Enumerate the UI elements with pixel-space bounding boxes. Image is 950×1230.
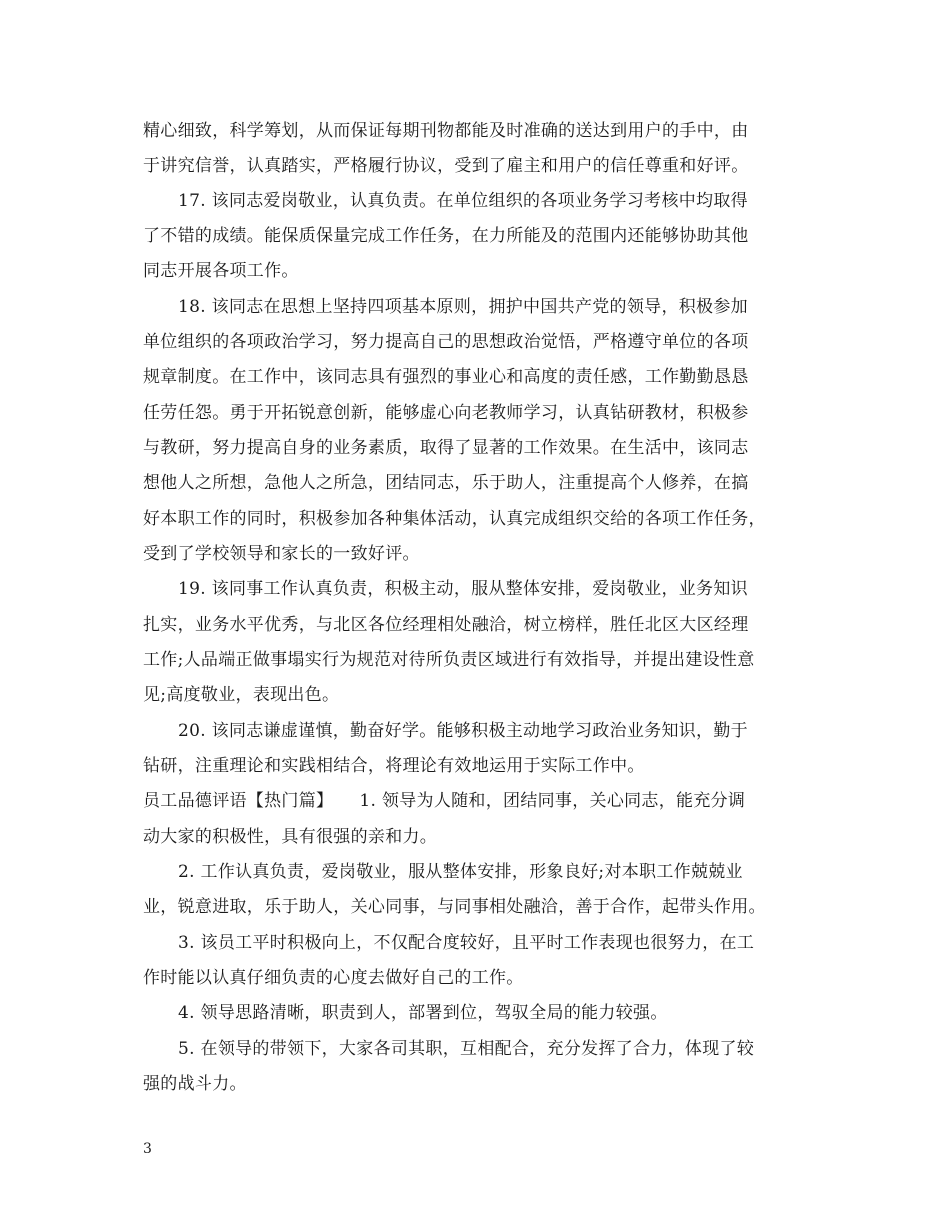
text-line: 好本职工作的同时，积极参加各种集体活动，认真完成组织交给的各项工作任务，	[143, 509, 766, 529]
paragraph-18-start: 18. 该同志在思想上坚持四项基本原则，拥护中国共产党的领导，积极参加	[178, 297, 748, 317]
text-line: 于讲究信誉，认真踏实，严格履行协议，受到了雇主和用户的信任尊重和好评。	[143, 156, 749, 176]
section-heading-line: 员工品德评语【热门篇】 1. 领导为人随和，团结同事，关心同志，能充分调	[143, 791, 746, 811]
text-line: 了不错的成绩。能保质保量完成工作任务，在力所能及的范围内还能够协助其他	[143, 226, 749, 246]
paragraph-20-start: 20. 该同志谦虚谨慎，勤奋好学。能够积极主动地学习政治业务知识，勤于	[178, 721, 748, 741]
text-line: 受到了学校领导和家长的一致好评。	[143, 544, 420, 564]
paragraph-19-start: 19. 该同事工作认真负责，积极主动，服从整体安排，爱岗敬业，业务知识	[178, 579, 748, 599]
paragraph-3-start: 3. 该员工平时积极向上，不仅配合度较好，且平时工作表现也很努力，在工	[178, 933, 755, 953]
paragraph-5-start: 5. 在领导的带领下，大家各司其职，互相配合，充分发挥了合力，体现了较	[178, 1039, 755, 1059]
text-line: 同志开展各项工作。	[143, 261, 299, 281]
paragraph-4: 4. 领导思路清晰，职责到人，部署到位，驾驭全局的能力较强。	[178, 1003, 668, 1023]
text-line: 强的战斗力。	[143, 1074, 247, 1094]
text-line: 见;高度敬业，表现出色。	[143, 685, 340, 705]
text-line: 想他人之所想，急他人之所急，团结同志，乐于助人，注重提高个人修养，在搞	[143, 473, 749, 493]
text-line: 精心细致，科学筹划，从而保证每期刊物都能及时准确的送达到用户的手中，由	[143, 121, 749, 141]
text-line: 扎实，业务水平优秀，与北区各位经理相处融洽，树立榜样，胜任北区大区经理	[143, 615, 749, 635]
text-line: 与教研，努力提高自身的业务素质，取得了显著的工作效果。在生活中，该同志	[143, 438, 749, 458]
text-line: 业，锐意进取，乐于助人，关心同事，与同事相处融洽，善于合作，起带头作用。	[143, 897, 766, 917]
text-line: 钻研，注重理论和实践相结合，将理论有效地运用于实际工作中。	[143, 756, 645, 776]
text-line: 动大家的积极性，具有很强的亲和力。	[143, 827, 438, 847]
paragraph-2-start: 2. 工作认真负责，爱岗敬业，服从整体安排，形象良好;对本职工作兢兢业	[178, 862, 743, 882]
text-line: 规章制度。在工作中，该同志具有强烈的事业心和高度的责任感，工作勤勤恳恳	[143, 367, 749, 387]
text-line: 工作;人品端正做事塌实行为规范对待所负责区域进行有效指导，并提出建设性意	[143, 650, 755, 670]
text-line: 单位组织的各项政治学习，努力提高自己的思想政治觉悟，严格遵守单位的各项	[143, 332, 749, 352]
text-line: 任劳任怨。勇于开拓锐意创新，能够虚心向老教师学习，认真钻研教材，积极参	[143, 403, 749, 423]
page-number: 3	[143, 1141, 152, 1157]
paragraph-17-start: 17. 该同志爱岗敬业，认真负责。在单位组织的各项业务学习考核中均取得	[178, 191, 748, 211]
text-line: 作时能以认真仔细负责的心度去做好自己的工作。	[143, 968, 524, 988]
